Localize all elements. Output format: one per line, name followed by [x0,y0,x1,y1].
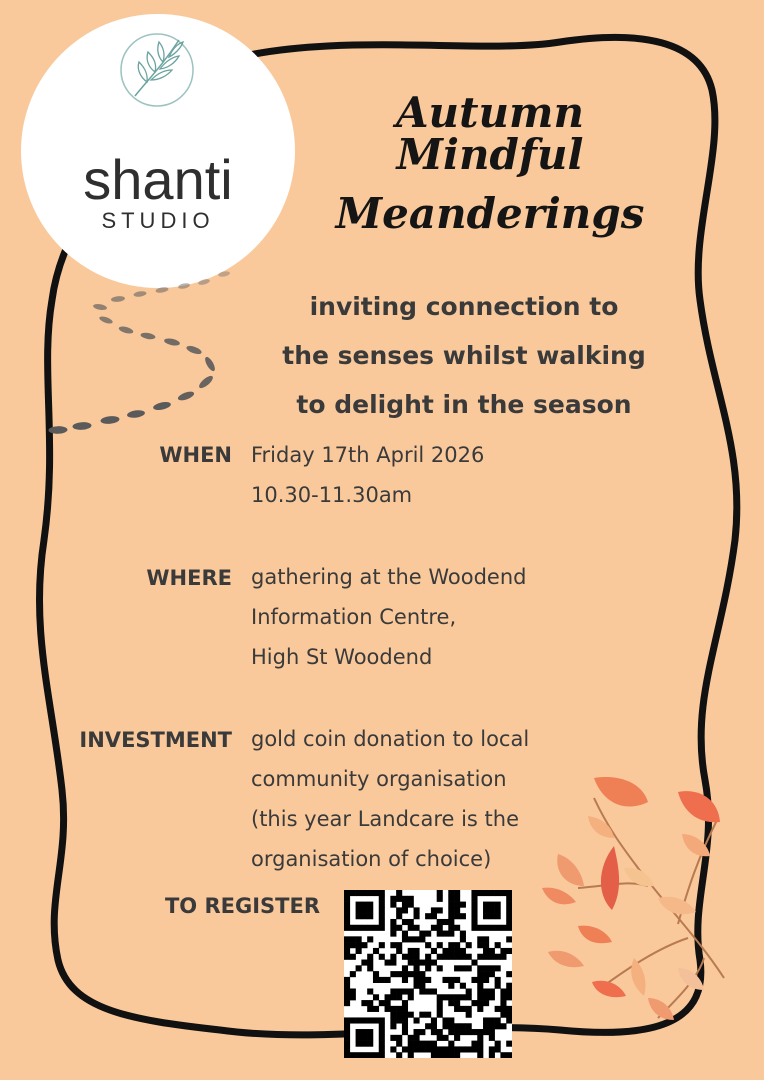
logo-subtitle: STUDIO [101,208,215,233]
where-value [251,557,691,677]
investment-line: community organisation [251,767,507,791]
logo-name: shanti [83,148,233,211]
register-label: TO REGISTER [164,894,320,918]
investment-line: organisation of choice) [251,847,492,871]
leaf-wreath-icon [117,26,197,110]
tagline-line: the senses whilst walking [282,341,646,370]
tagline-line: inviting connection to [309,292,619,321]
where-line: gathering at the Woodend [251,565,527,589]
investment-line: gold coin donation to local [251,727,530,751]
investment-label: INVESTMENT [79,728,232,752]
when-time: 10.30-11.30am [251,483,413,507]
investment-line: (this year Landcare is the [251,807,520,831]
qr-code-icon[interactable] [344,890,512,1058]
when-label: WHEN [159,443,232,467]
tagline [244,282,684,429]
when-date: Friday 17th April 2026 [251,443,485,467]
autumn-leaves-icon [528,768,752,1028]
where-line: High St Woodend [251,645,433,669]
footprints-icon [44,262,244,442]
tagline-line: to delight in the season [296,390,632,419]
title-line-1: Autumn Mindful [395,88,585,179]
where-label: WHERE [146,566,232,590]
logo-badge [21,14,295,288]
where-line: Information Centre, [251,605,457,629]
title-line-2: Meanderings [335,189,645,238]
when-value [251,435,691,515]
